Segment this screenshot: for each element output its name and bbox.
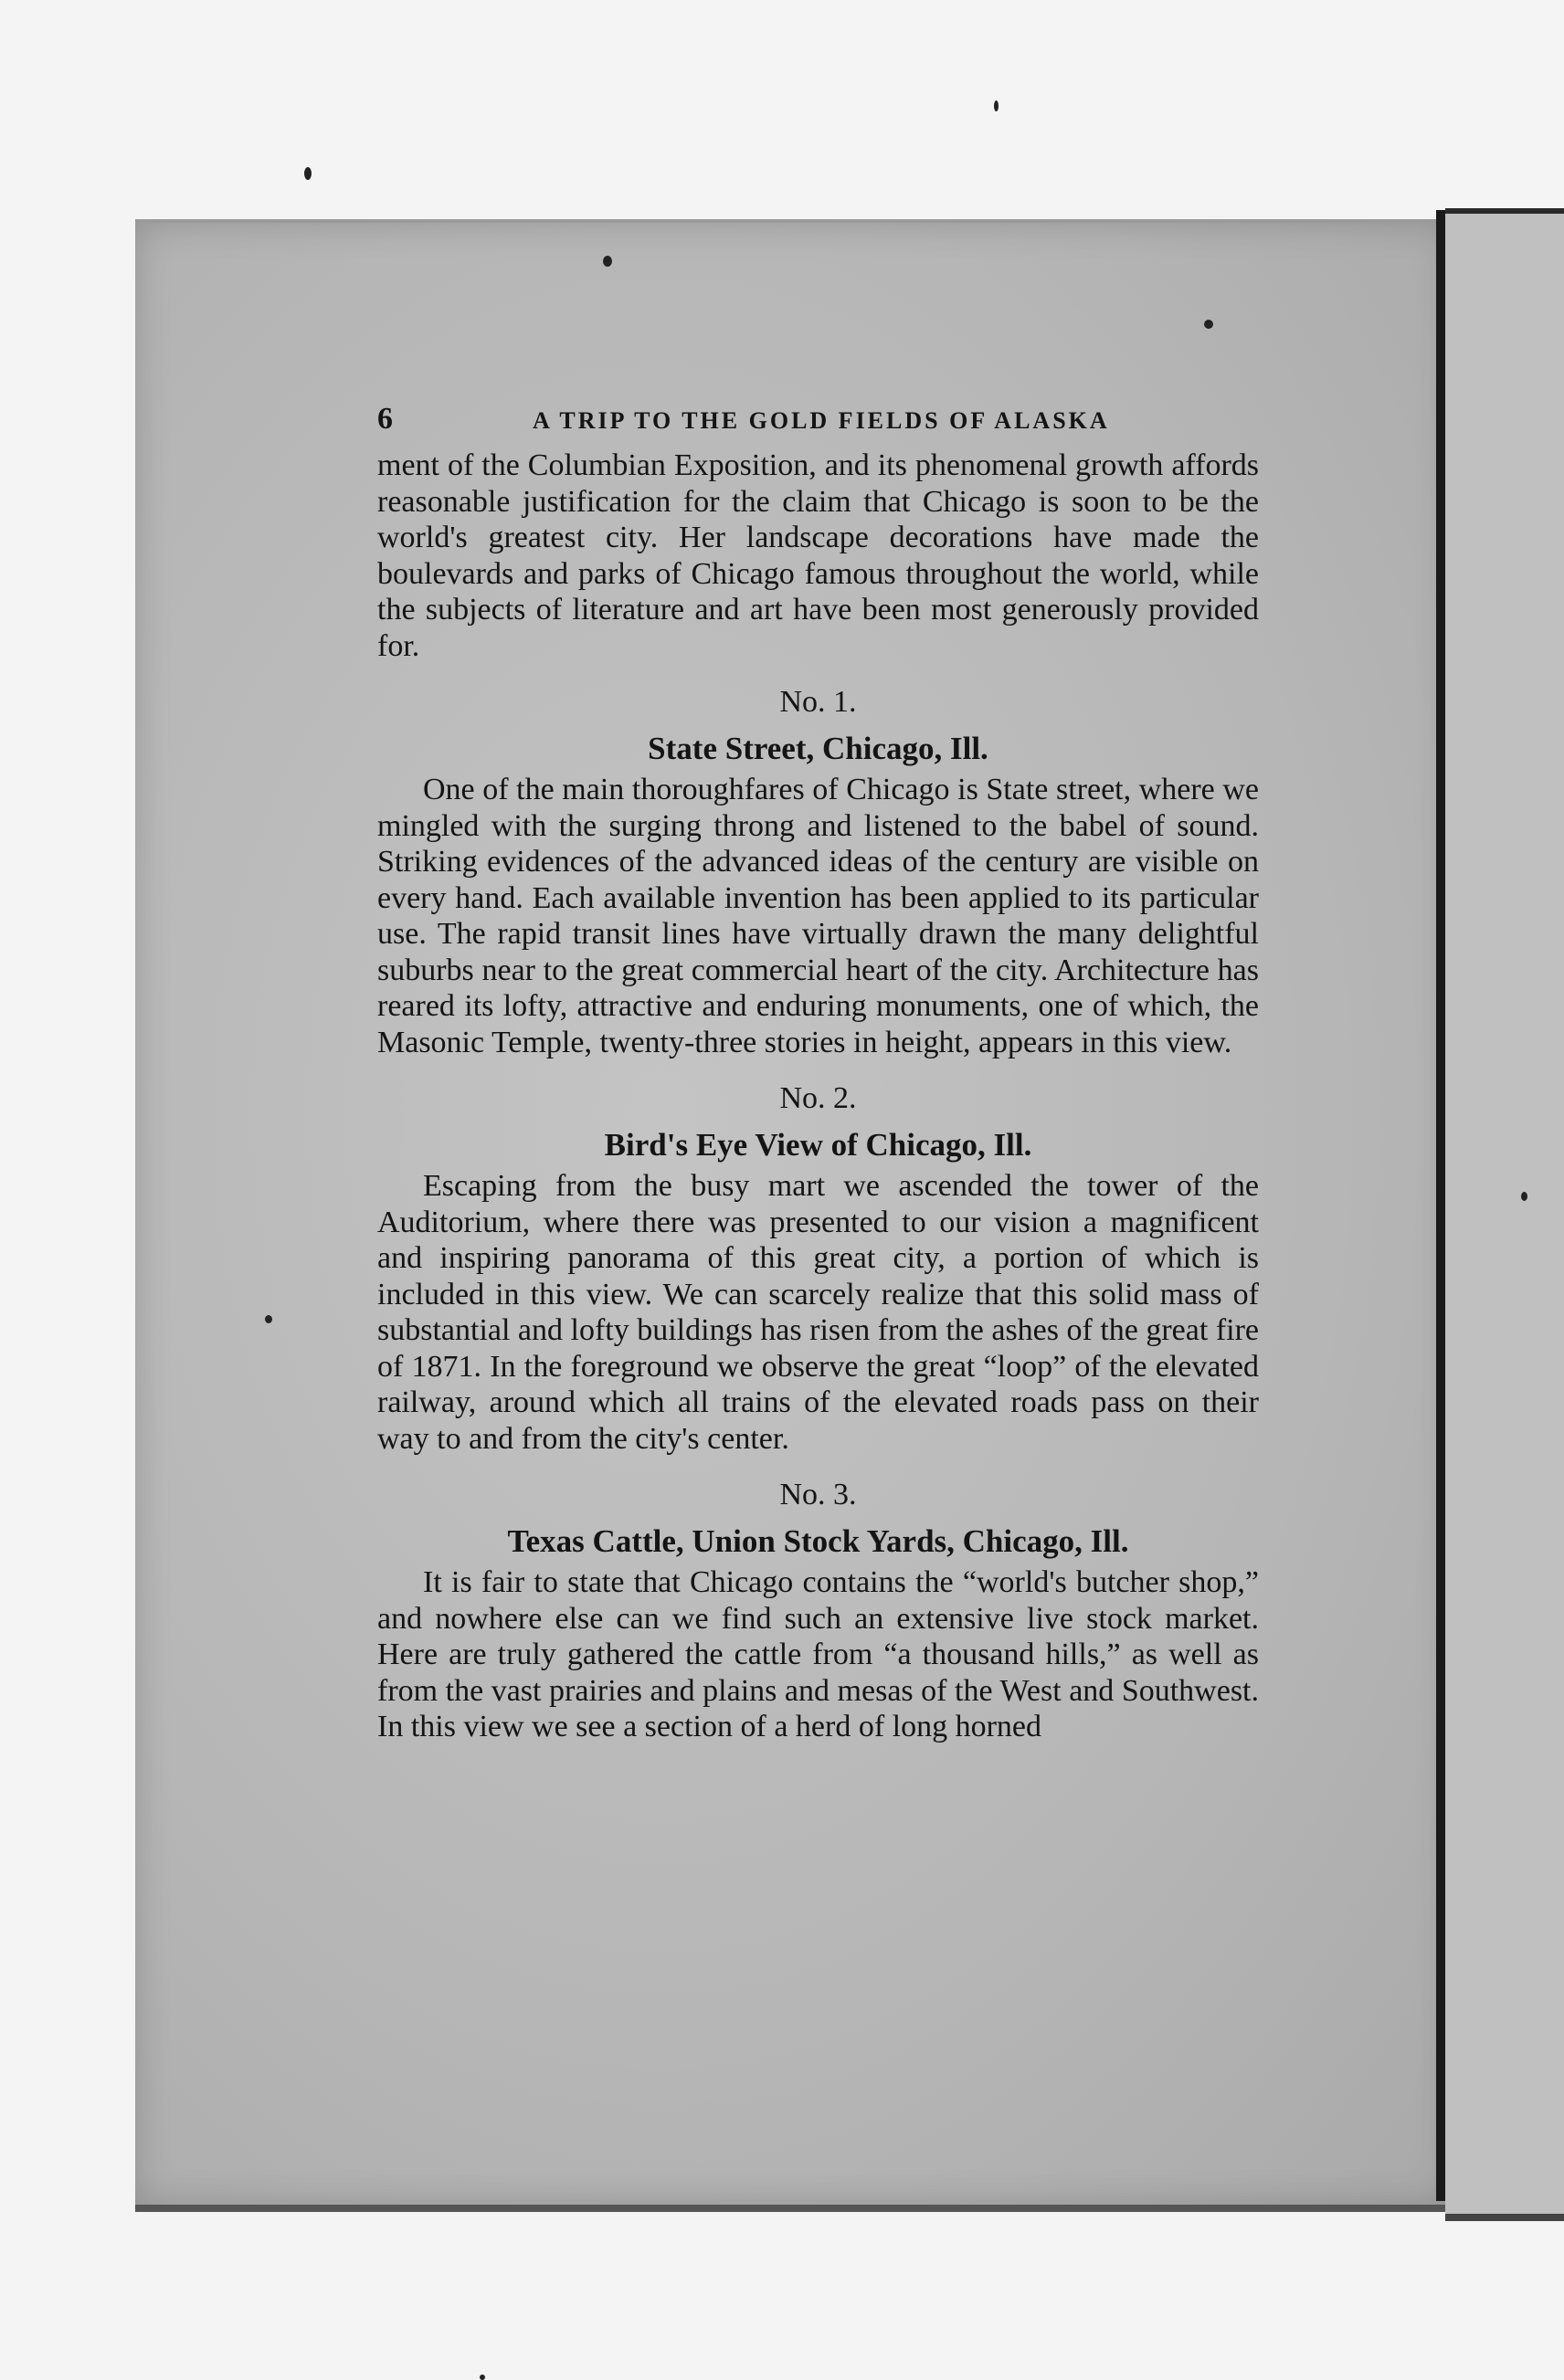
section-paragraph: One of the main thoroughfares of Chicago is State street, where we mingled with the surging throng and listened to the babel of sound. Striking evidences of the advanced ideas of the century are visible on every hand. Each available invention has been applied to its particular use. The rapid transit lines have virtually drawn the many delightful suburbs near to the great commercial heart of the city. Architecture has reared its lofty, attractive and enduring monuments, one of which, the Masonic Temple, twenty-three stories in height, appears in this view. xyxy=(377,773,1259,1059)
dust-speck xyxy=(1204,320,1213,329)
section-title: Bird's Eye View of Chicago, Ill. xyxy=(604,1127,1032,1163)
section-number: No. 1. xyxy=(779,685,857,719)
page-number: 6 xyxy=(377,402,393,436)
section-number: No. 3. xyxy=(779,1478,857,1511)
adjacent-page-edge xyxy=(1445,208,1564,2221)
section-paragraph: Escaping from the busy mart we ascended the tower of the Auditorium, where there was presented to our vision a magnificent and inspiring panorama of this great city, a portion of which is included in this view. We can scarcely realize that this solid mass of substantial and lofty buildings has risen from the ashes of the great fire of 1871. In the foreground we observe the great “loop” of the elevated railway, around which all trains of the elevated roads pass on their way to and from the city's center. xyxy=(377,1169,1259,1456)
dust-speck xyxy=(304,167,312,180)
running-head xyxy=(377,402,1259,448)
page-text xyxy=(377,402,1259,1745)
section-number: No. 2. xyxy=(779,1081,857,1115)
dust-speck xyxy=(994,100,999,111)
dust-speck xyxy=(603,256,612,267)
book-spine xyxy=(1436,210,1445,2201)
section-title: Texas Cattle, Union Stock Yards, Chicago, Ill. xyxy=(507,1523,1129,1559)
opening-paragraph: ment of the Columbian Exposition, and its phenomenal growth affords reasonable justification for the claim that Chicago is soon to be the world's greatest city. Her landscape decorations have made the boulevards and parks of Chicago famous throughout the world, while the subjects of literature and art have been most generously provided for. xyxy=(377,448,1259,663)
section-paragraph: It is fair to state that Chicago contains the “world's butcher shop,” and nowhere else can we find such an extensive live stock market. Here are truly gathered the cattle from “a thousand hills,” as well as from the vast prairies and plains and mesas of the West and Southwest. In this view we see a section of a herd of long horned xyxy=(377,1565,1259,1743)
running-title: A TRIP TO THE GOLD FIELDS OF ALASKA xyxy=(533,407,1110,434)
dust-speck xyxy=(265,1315,272,1323)
dust-speck xyxy=(1521,1192,1527,1201)
dust-speck xyxy=(480,2375,485,2380)
section-title: State Street, Chicago, Ill. xyxy=(648,731,988,766)
